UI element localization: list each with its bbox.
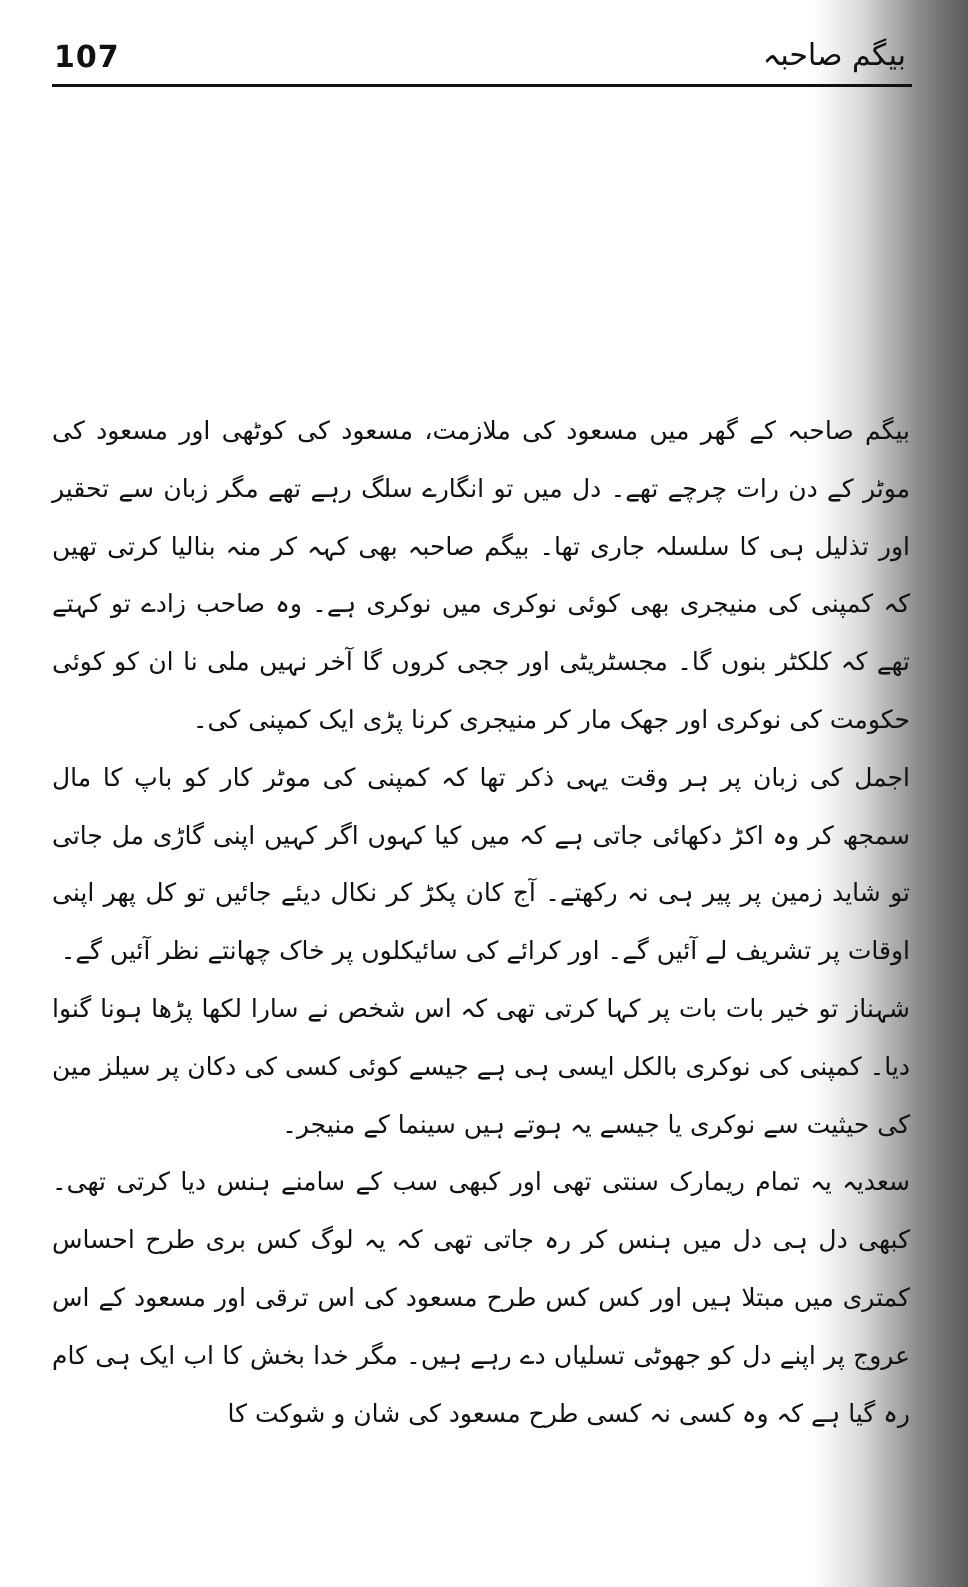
page-number: 107 xyxy=(54,40,120,75)
header-rule xyxy=(52,84,912,87)
page-header xyxy=(52,36,912,82)
body-text xyxy=(52,402,910,1442)
paragraph-4: سعدیہ یہ تمام ریمارک سنتی تھی اور کبھی سب کے سامنے ہنس دیا کرتی تھی۔ کبھی دل ہی دل میں ہنس کر رہ جاتی تھی کہ یہ لوگ کس بری طرح احساس کمتری میں مبتلا ہیں اور کس کس طرح مسعود کی اس ترقی اور مسعود کے اس عروج پر اپنے دل کو جھوٹی تسلیاں دے رہے ہیں۔ مگر خدا بخش کا اب ایک ہی کام رہ گیا ہے کہ وہ کسی نہ کسی طرح مسعود کی شان و شوکت کا xyxy=(52,1167,910,1428)
paragraph-1: بیگم صاحبہ کے گھر میں مسعود کی ملازمت، مسعود کی کوٹھی اور مسعود کی موٹر کے دن رات چرچے تھے۔ دل میں تو انگارے سلگ رہے تھے مگر زبان سے تحقیر اور تذلیل ہی کا سلسلہ جاری تھا۔ بیگم صاحبہ بھی کہہ کر منہ بنالیا کرتی تھیں کہ کمپنی کی منیجری بھی کوئی نوکری میں نوکری ہے۔ وہ صاحب زادے تو کہتے تھے کہ کلکٹر بنوں گا۔ مجسٹریٹی اور ججی کروں گا آخر نہیں ملی نا ان کو کوئی حکومت کی نوکری اور جھک مار کر منیجری کرنا پڑی ایک کمپنی کی۔ xyxy=(52,416,910,734)
paragraph-3: شہناز تو خیر بات بات پر کہا کرتی تھی کہ اس شخص نے سارا لکھا پڑھا ہونا گنوا دیا۔ کمپنی کی نوکری بالکل ایسی ہی ہے جیسے کوئی کسی کی دکان پر سیلز مین کی حیثیت سے نوکری یا جیسے یہ ہوتے ہیں سینما کے منیجر۔ xyxy=(52,993,910,1139)
paragraph-2: اجمل کی زبان پر ہر وقت یہی ذکر تھا کہ کمپنی کی موٹر کار کو باپ کا مال سمجھ کر وہ اکڑ دکھائی جاتی ہے کہ میں کیا کہوں اگر کہیں اپنی گاڑی مل جاتی تو شاید زمین پر پیر ہی نہ رکھتے۔ آج کان پکڑ کر نکال دیئے جائیں تو کل پھر اپنی اوقات پر تشریف لے آئیں گے۔ اور کرائے کی سائیکلوں پر خاک چھانتے نظر آئیں گے۔ xyxy=(52,762,910,966)
running-title: بیگم صاحبہ xyxy=(762,38,906,73)
